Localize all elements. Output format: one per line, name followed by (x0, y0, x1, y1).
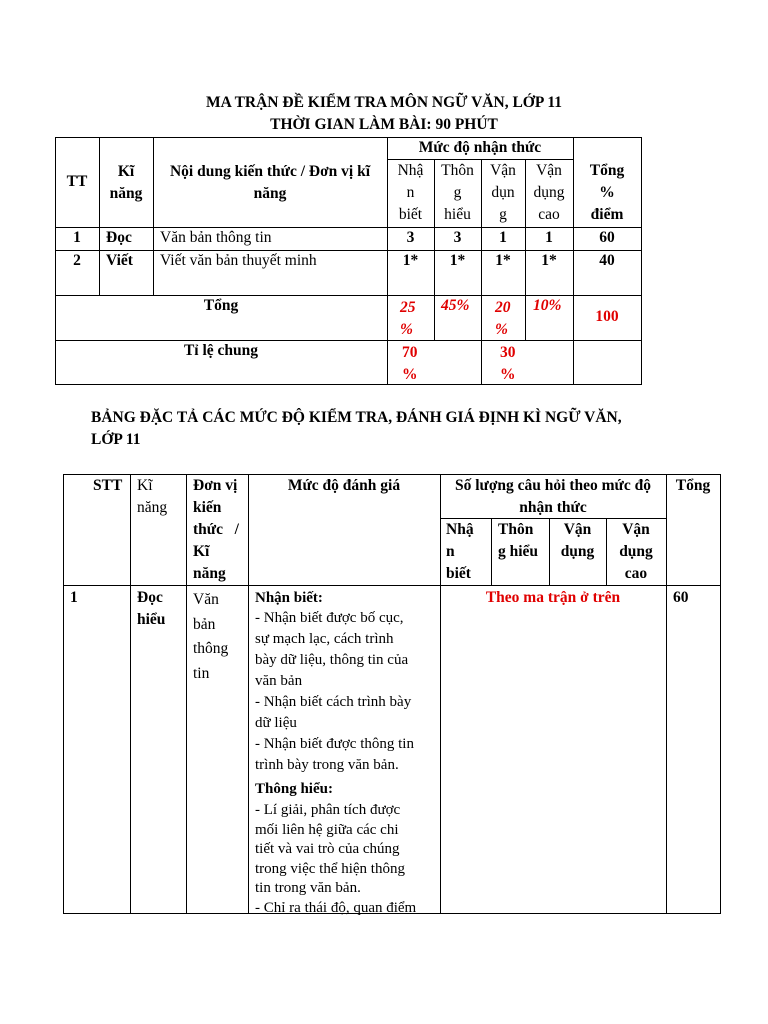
header-tong-diem: Tổng % điểm (589, 162, 625, 223)
total-thong-hieu: 45% (441, 297, 470, 314)
nhan-biet-heading: Nhận biết: (255, 590, 323, 606)
ratio-application: 30 % (500, 344, 516, 383)
header-don-vi: Đơn vị kiến thức / Kĩ năng (193, 477, 239, 582)
header-nhan-biet: Nhậ n biết (446, 521, 474, 582)
total-van-dung: 20 % (495, 299, 511, 338)
row-nhan-biet: 3 (406, 229, 415, 246)
thong-hieu-heading: Thông hiểu: (255, 781, 333, 797)
row-tt: 1 (73, 229, 81, 246)
row-tong: 60 (673, 589, 689, 606)
header-ki-nang: Kĩ năng (109, 163, 143, 202)
total-nhan-biet: 25 % (400, 299, 416, 338)
document-subtitle: THỜI GIAN LÀM BÀI: 90 PHÚT (270, 116, 498, 133)
document-title: MA TRẬN ĐỀ KIỂM TRA MÔN NGỮ VĂN, LỚP 11 (206, 94, 562, 111)
header-van-dung-cao: Vận dụng cao (533, 162, 565, 223)
row-nhan-biet: 1* (402, 252, 419, 269)
row-noi-dung: Văn bản thông tin (160, 229, 272, 246)
header-muc-do-danh-gia: Mức độ đánh giá (287, 477, 401, 494)
thong-hieu-lines: - Lí giải, phân tích được mối liên hệ giữa các chi tiết và vai trò của chúng trong việc thể hiện thông tin trong văn bản. - Chỉ ra thái độ, quan điểm (255, 802, 417, 916)
header-tong: Tổng (675, 477, 711, 494)
header-muc-do-nhan-thuc: Mức độ nhận thức (418, 139, 542, 156)
total-points: 100 (595, 308, 619, 325)
header-noi-dung: Nội dung kiến thức / Đơn vị kĩ năng (169, 163, 371, 202)
total-van-dung-cao: 10% (533, 297, 562, 314)
ratio-recognition: 70 % (402, 344, 418, 383)
header-thong-hieu: Thôn g hiểu (498, 521, 539, 560)
row-van-dung: 1* (495, 252, 511, 269)
row-ki-nang: Đọc hiểu (137, 589, 166, 628)
nhan-biet-lines: - Nhận biết được bố cục, sự mạch lạc, cách trình bày dữ liệu, thông tin của văn bản - Nhận biết cách trình bày dữ liệu - Nhận biết được thông tin trình bày trong văn bản. (255, 610, 414, 773)
header-stt: STT (93, 477, 123, 494)
header-nhan-biet: Nhậ n biết (397, 162, 424, 223)
row-tong: 40 (599, 252, 615, 269)
row-stt: 1 (70, 589, 78, 606)
section-title: BẢNG ĐẶC TẢ CÁC MỨC ĐỘ KIỂM TRA, ĐÁNH GIÁ ĐỊNH KÌ NGỮ VĂN, LỚP 11 (91, 409, 622, 448)
row-muc-do-danh-gia (255, 588, 433, 918)
header-so-luong-cau-hoi: Số lượng câu hỏi theo mức độ nhận thức (455, 477, 651, 516)
row-tt: 2 (73, 252, 81, 269)
row-van-dung: 1 (499, 229, 507, 246)
ratio-label: Tỉ lệ chung (183, 342, 259, 359)
header-van-dung: Vận dụng (560, 521, 595, 560)
total-label: Tổng (203, 297, 239, 314)
row-van-dung-cao: 1* (541, 252, 557, 269)
row-thong-hieu: 3 (453, 229, 462, 246)
row-thong-hieu: 1* (449, 252, 466, 269)
row-tong: 60 (599, 229, 615, 246)
row-ki-nang: Viết (106, 252, 133, 269)
header-thong-hieu: Thôn g hiểu (441, 162, 474, 223)
header-van-dung-cao: Vận dụng cao (619, 521, 653, 582)
row-ki-nang: Đọc (106, 229, 132, 246)
row-noi-dung: Viết văn bản thuyết minh (160, 252, 317, 269)
row-don-vi: Văn bản thông tin (193, 591, 229, 682)
header-tt: TT (66, 173, 88, 190)
header-van-dung: Vận dụn g (490, 162, 516, 223)
header-ki-nang: Kĩ năng (137, 477, 168, 516)
row-van-dung-cao: 1 (545, 229, 553, 246)
matrix-reference-note: Theo ma trận ở trên (485, 589, 621, 606)
